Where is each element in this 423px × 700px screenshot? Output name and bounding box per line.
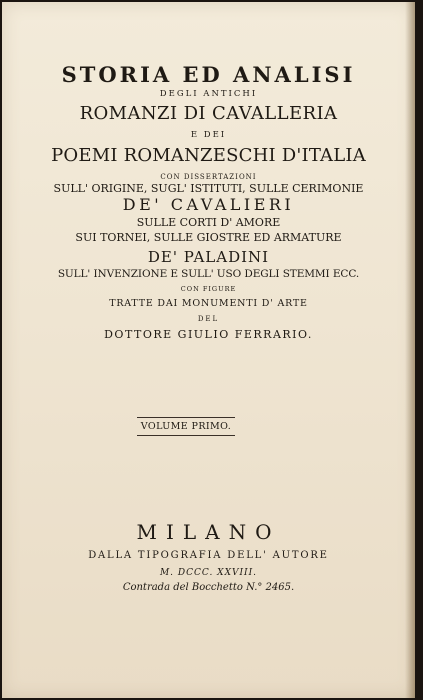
subtitle-paladini: DE' PALADINI [147,248,270,266]
title-page [2,2,415,698]
author-name: DOTTORE GIULIO FERRARIO. [104,328,313,341]
imprint-address: Contrada del Bocchetto N.° 2465. [122,582,295,593]
title-connector-degli-antichi: DEGLI ANTICHI [159,89,258,99]
title-poemi-romanzeschi: POEMI ROMANZESCHI D'ITALIA [51,145,366,166]
main-title: STORIA ED ANALISI [61,62,356,87]
title-romanzi-di-cavalleria: ROMANZI DI CAVALLERIA [79,103,338,124]
imprint-year: M. DCCC. XXVIII. [159,568,258,578]
subtitle-con-dissertazioni: CON DISSERTAZIONI [160,173,257,181]
subtitle-con-figure: CON FIGURE [180,285,237,293]
volume-label: VOLUME PRIMO. [140,421,232,432]
imprint-printer: DALLA TIPOGRAFIA DELL' AUTORE [88,550,329,561]
volume-rule-bottom [137,435,235,436]
subtitle-stemmi: SULL' INVENZIONE E SULL' USO DEGLI STEMMI ECC. [57,268,360,280]
subtitle-corti-amore: SULLE CORTI D' AMORE [136,216,281,229]
subtitle-cavalieri: DE' CAVALIERI [122,195,295,214]
imprint-city: MILANO [136,520,281,544]
author-connector-del: DEL [197,315,220,323]
subtitle-tornei: SUI TORNEI, SULLE GIOSTRE ED ARMATURE [75,231,342,244]
subtitle-origine: SULL' ORIGINE, SUGL' ISTITUTI, SULLE CERIMONIE [53,182,364,195]
title-connector-e-dei: E DEI [190,130,227,140]
subtitle-monumenti: TRATTE DAI MONUMENTI D' ARTE [109,298,308,309]
volume-rule-top [137,417,235,418]
